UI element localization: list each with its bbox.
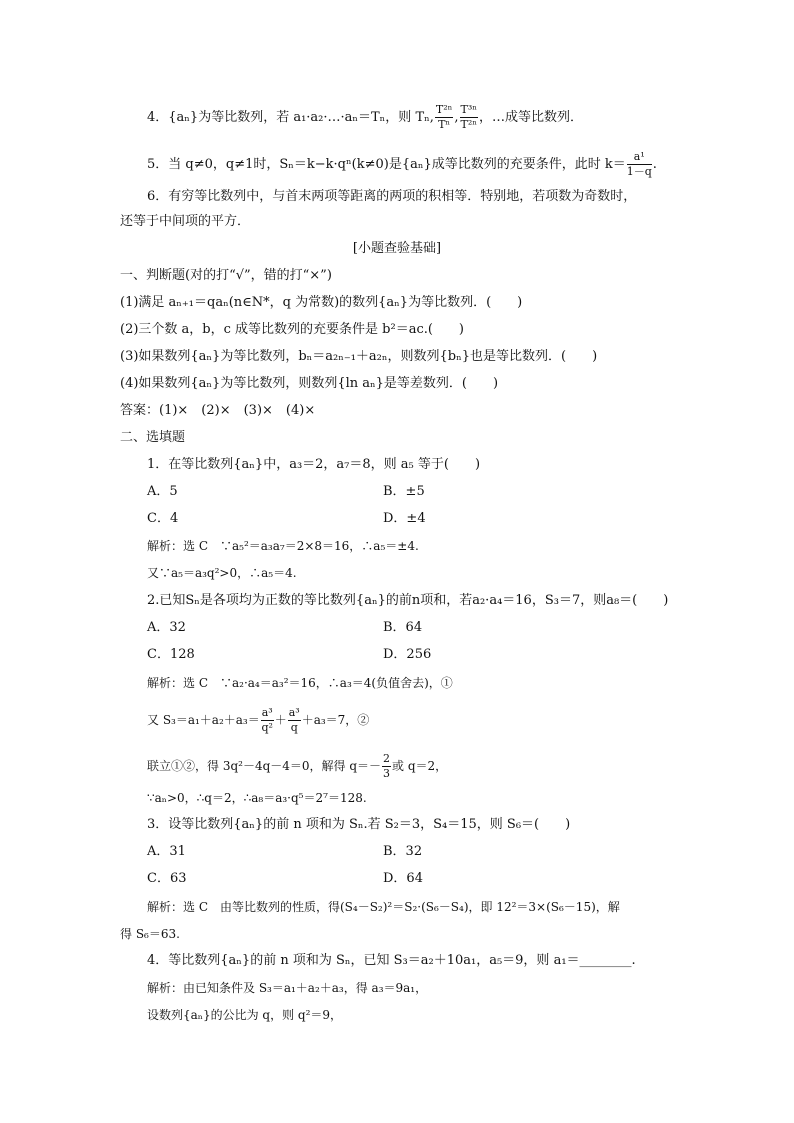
fill-q3-solution-2: 得 S₆＝63. (120, 927, 180, 941)
fill-q2-solution-4: ∵aₙ>0，∴q＝2，∴a₈＝a₃·q⁵＝2⁷＝128. (147, 791, 367, 805)
fraction: $\frac{\text{a¹}}{1-q}$ (626, 150, 652, 178)
property-5: 5．当 q≠0，q≠1时，Sₙ＝k−k·qⁿ(k≠0)是{aₙ}成等比数列的充要条件，此时 k＝ $\frac{\text{a¹}}{1-q}$ . (147, 150, 657, 178)
property-4: 4．{aₙ}为等比数列，若 a₁·a₂·…·aₙ＝Tₙ，则 Tₙ, $\frac{\text{T²ⁿ}}{\text{Tⁿ}}$ , $\frac{\text{T³ⁿ}}{\text{T²ⁿ}}$ ，…成等比数列． (147, 103, 584, 131)
fill-q2-option-d: D．256 (383, 647, 432, 662)
fill-q1-option-c: C．4 (147, 511, 179, 526)
fill-q2-solution-1: 解析：选 C ∵a₂·a₄＝a₃²＝16，∴a₃＝4(负值舍去)，① (147, 676, 453, 690)
fill-q2-option-c: C．128 (147, 647, 195, 662)
fraction: $\frac{\text{T²ⁿ}}{\text{Tⁿ}}$ (435, 103, 453, 131)
property-6-line-1: 6．有穷等比数列中，与首末两项等距离的两项的积相等．特别地，若项数为奇数时， (147, 189, 637, 204)
fraction: $\frac{2}{3}$ (383, 752, 391, 780)
fill-q3-option-a: A．31 (147, 844, 186, 859)
fill-q4-solution-2: 设数列{aₙ}的公比为 q，则 q²＝9， (147, 1008, 343, 1022)
fill-q3-option-d: D．64 (383, 871, 423, 886)
section-title: [小题查验基础] (352, 241, 442, 256)
judge-header: 一、判断题(对的打“√”，错的打“×”) (120, 268, 332, 283)
fill-q1-solution-2: 又∵a₅＝a₃q²>0，∴a₅＝4. (147, 566, 297, 580)
fill-q1-option-a: A．5 (147, 484, 178, 499)
fill-q2-solution-3: 联立①②，得 3q²－4q－4＝0，解得 q＝－ $\frac{2}{3}$ 或 q＝2， (147, 752, 448, 780)
fill-q3-stem: 3．设等比数列{aₙ}的前 n 项和为 Sₙ.若 S₂＝3，S₄＝15，则 S₆＝( ) (147, 817, 571, 832)
fill-q3-option-b: B．32 (383, 844, 423, 859)
fill-q4-solution-1: 解析：由已知条件及 S₃＝a₁＋a₂＋a₃，得 a₃＝9a₁， (147, 981, 428, 995)
fraction: $\frac{\text{a³}}{q}$ (288, 706, 300, 734)
fill-header: 二、选填题 (120, 430, 186, 445)
judge-q4: (4)如果数列{aₙ}为等比数列，则数列{ln aₙ}是等差数列．( ) (120, 376, 499, 391)
fill-q2-solution-2: 又 S₃＝a₁＋a₂＋a₃＝ $\frac{\text{a³}}{\text{q²}}$ ＋ $\frac{\text{a³}}{q}$ ＋a₃＝7，② (147, 706, 370, 734)
fill-q2-option-a: A．32 (147, 620, 186, 635)
property-6-line-2: 还等于中间项的平方． (120, 214, 251, 229)
judge-answer: 答案：(1)× (2)× (3)× (4)× (120, 403, 316, 418)
fill-q1-option-d: D．±4 (383, 511, 426, 526)
fraction: $\frac{\text{T³ⁿ}}{\text{T²ⁿ}}$ (460, 103, 478, 131)
fill-q2-option-b: B．64 (383, 620, 423, 635)
judge-q1: (1)满足 aₙ₊₁＝qaₙ(n∈N*，q 为常数)的数列{aₙ}为等比数列．( ) (120, 295, 523, 310)
fill-q1-solution-1: 解析：选 C ∵a₅²＝a₃a₇＝2×8＝16，∴a₅＝±4. (147, 539, 419, 553)
fraction: $\frac{\text{a³}}{\text{q²}}$ (261, 706, 273, 734)
fill-q3-solution-1: 解析：选 C 由等比数列的性质，得(S₄－S₂)²＝S₂·(S₆－S₄)，即 12²＝3×(S₆－15)，解 (147, 900, 620, 914)
fill-q1-option-b: B．±5 (383, 484, 425, 499)
fill-q2-stem: 2.已知Sₙ是各项均为正数的等比数列{aₙ}的前n项和，若a₂·a₄＝16，S₃＝7，则a₈＝( ) (147, 593, 669, 608)
fill-q3-option-c: C．63 (147, 871, 187, 886)
judge-q3: (3)如果数列{aₙ}为等比数列，bₙ＝a₂ₙ₋₁＋a₂ₙ，则数列{bₙ}也是等比数列．( ) (120, 349, 598, 364)
fill-q4-stem: 4．等比数列{aₙ}的前 n 项和为 Sₙ，已知 S₃＝a₂＋10a₁，a₅＝9，则 a₁＝________. (147, 953, 636, 968)
judge-q2: (2)三个数 a，b，c 成等比数列的充要条件是 b²＝ac.( ) (120, 322, 465, 337)
fill-q1-stem: 1．在等比数列{aₙ}中，a₃＝2，a₇＝8，则 a₅ 等于( ) (147, 457, 481, 472)
